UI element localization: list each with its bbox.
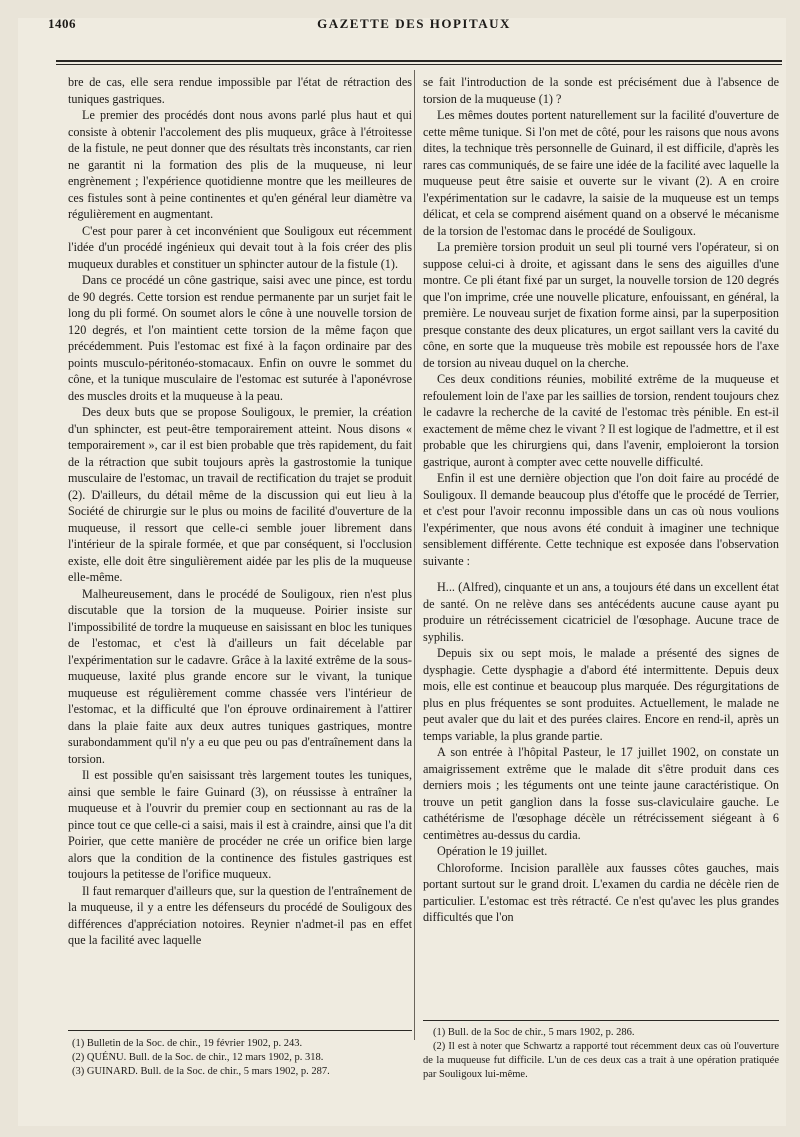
footnote: (2) Il est à noter que Schwartz a rapporté tout récemment deux cas où l'ouverture de la muqueuse fut difficile. L'un de ces deux cas a trait à une opération pratiquée par Souligoux lui-même. <box>423 1041 779 1080</box>
paragraph: Des deux buts que se propose Souligoux, le premier, la création d'un sphincter, est peut-être temporairement atteint. Nous disons « temporairement », car il est bien probable que très rapidement, du fait de la rétraction que subit toujours après la gastrostomie la tunique musculaire de l'estomac, un travail de rectification du trajet se produit (2). D'ailleurs, du détail même de la discussion qui eut lieu à la Société de chirurgie sur le plus ou moins de facilité d'ouverture de la muqueuse, il ressort que celle-ci semble jouer librement dans l'intérieur de la spirale formée, et que par conséquent, si l'occlusion existe, elle doit être singulièrement aidée par les plis de la muqueuse elle-même. <box>68 405 412 584</box>
right-column <box>423 74 779 926</box>
footnote-rule <box>68 1030 412 1031</box>
footnote: (3) GUINARD. Bull. de la Soc. de chir., 5 mars 1902, p. 287. <box>72 1066 330 1077</box>
footnote: (1) Bulletin de la Soc. de chir., 19 février 1902, p. 243. <box>72 1038 303 1049</box>
observation-paragraph: Depuis six ou sept mois, le malade a présenté des signes de dysphagie. Cette dysphagie a d'abord été intermittente. Depuis deux mois, elle est continue et beaucoup plus marquée. Des régurgitations de plus en plus fréquentes se sont produites. Actuellement, le malade ne peut avaler que du lait et des purées claires. Encore en rend-il, après un temps variable, la plus grande partie. <box>423 646 779 743</box>
observation-paragraph: A son entrée à l'hôpital Pasteur, le 17 juillet 1902, on constate un amaigrissement extrême que le malade dit s'être produit dans ces derniers mois ; les téguments ont une teinte jaune caractéristique. On trouve un petit ganglion dans la fosse sus-claviculaire gauche. Le cathétérisme de l'œsophage décèle un rétrécissement siégeant à 6 centimètres au-dessus du cardia. <box>423 745 779 842</box>
footnote: (2) QUÉNU. Bull. de la Soc. de chir., 12 mars 1902, p. 318. <box>72 1052 324 1063</box>
observation-paragraph: Opération le 19 juillet. <box>437 844 548 858</box>
journal-title: GAZETTE DES HOPITAUX <box>317 16 511 31</box>
paragraph: Il est possible qu'en saisissant très largement toutes les tuniques, ainsi que semble le faire Guinard (3), on réussisse à entraîner la muqueuse et à l'ouvrir du premier coup en sectionnant au ras de la pince tout ce que celle-ci a saisi, mais il est à craindre, ainsi que l'a dit Poirier, que cette manière de procéder ne crée un orifice bien large alors que la condition de la continence des fistules gastriques est toujours la petitesse de l'orifice muqueux. <box>68 768 412 881</box>
footnotes-left <box>72 1037 412 1079</box>
paragraph: La première torsion produit un seul pli tourné vers l'opérateur, si on suppose celui-ci à droite, et agissant dans le sens des aiguilles d'une montre. Ce pli étant fixé par un surget, la nouvelle torsion de 120 degrés que l'on imprime, crée une nouvelle plicature, enfouissant, en général, la première. Le nouveau surjet de fixation forme ainsi, par la superposition presque constante des deux plicatures, un ergot saillant vers la cavité du cône, en sorte que la muqueuse très mobile est repoussée hors de l'axe de torsion au niveau duquel on la cherche. <box>423 240 779 370</box>
left-column <box>68 74 412 949</box>
column-divider <box>414 70 415 1040</box>
paragraph: Le premier des procédés dont nous avons parlé plus haut et qui consiste à obtenir l'accolement des plis muqueux, grâce à l'étroitesse de la fistule, ne peut donner que des résultats très inconstants, car rien ne garantit ni la formation des plis de la muqueuse, ni leur engrènement ; l'expérience quotidienne montre que les meilleures de ces fistules sont à peine continentes et qu'en général leur diamètre va régulièrement en augmentant. <box>68 108 412 221</box>
observation-paragraph: Chloroforme. Incision parallèle aux fausses côtes gauches, mais portant surtout sur le grand droit. L'examen du cardia ne décèle rien de particulier. L'estomac est très rétracté. Ce n'est qu'avec les plus grandes difficultés que l'on <box>423 860 779 924</box>
page-number: 1406 <box>48 16 76 31</box>
paragraph: Malheureusement, dans le procédé de Souligoux, rien n'est plus discutable que la torsion de la muqueuse. Poirier insiste sur l'impossibilité de tordre la muqueuse en saisissant en bloc les tuniques de l'estomac, et c'est là d'ailleurs un fait décelable par l'expérimentation sur le cadavre. Grâce à la laxité extrême de la sous-muqueuse, laxité plus grande encore sur le vivant, la tunique muqueuse est régulièrement comme chassée vers l'intérieur de l'estomac, et la difficulté que l'on éprouve ordinairement à l'attirer dans la plaie faite aux deux autres tuniques gastriques, montre surabondamment qu'il n'y a eu que peu ou pas d'entraînement dans la torsion. <box>68 586 412 766</box>
header-rule <box>56 60 782 65</box>
footnotes-right <box>423 1026 779 1082</box>
paragraph: Les mêmes doutes portent naturellement sur la facilité d'ouverture de cette même tunique. Si l'on met de côté, pour les raisons que nous avons dites, la technique très personnelle de Guinard, il est difficile, d'après les rares cas communiqués, de se faire une idée de la facilité avec laquelle la muqueuse peut être saisie et ouverte sur le vivant (2). A en croire l'expérimentation sur le cadavre, la saisie de la muqueuse est un temps délicat, et cela se comprend aisément quand on a observé le mécanisme de la torsion de l'estomac dans le procédé de Souligoux. <box>423 108 779 238</box>
paragraph: C'est pour parer à cet inconvénient que Souligoux eut récemment l'idée d'un procédé ingénieux qui devait tout à la fois créer des plis muqueux durables et constituer un sphincter autour de la fistule (1). <box>68 223 412 271</box>
paragraph: bre de cas, elle sera rendue impossible par l'état de rétraction des tuniques gastriques. <box>68 75 412 106</box>
page-header <box>48 16 780 40</box>
paragraph: Dans ce procédé un cône gastrique, saisi avec une pince, est tordu de 90 degrés. Cette torsion est rendue permanente par un surjet fait le long du pli formé. On soumet alors le cône à une nouvelle torsion de 120 degrés, et l'on maintient cette torsion de la même façon que précédemment. Puis l'estomac est fixé à la façon ordinaire par des points musculo-péritonéo-stomacaux. Enfin on ouvre le sommet du cône, et la tunique musculaire de l'estomac est suturée à l'aponévrose des muscles droits et la muqueuse à la peau. <box>68 273 412 403</box>
footnote: (1) Bull. de la Soc de chir., 5 mars 1902, p. 286. <box>433 1027 635 1038</box>
paragraph: Ces deux conditions réunies, mobilité extrême de la muqueuse et refoulement loin de l'axe par les saillies de torsion, rendent toujours chez le cadavre la recherche de la cavité de l'estomac très pénible. En est-il exactement de même chez le vivant ? Il est logique de l'admettre, et il est probable que les chirurgiens qui, dans l'avenir, emploieront la torsion gastrique, auront à compter avec cette nouvelle difficulté. <box>423 372 779 469</box>
paragraph: Il faut remarquer d'ailleurs que, sur la question de l'entraînement de la muqueuse, il y a entre les défenseurs du procédé de Souligoux des différences d'appréciation notoires. Reynier n'admet-il pas en effet que la facilité avec laquelle <box>68 883 412 947</box>
paragraph: se fait l'introduction de la sonde est précisément due à l'absence de torsion de la muqueuse (1) ? <box>423 75 779 106</box>
observation-paragraph: H... (Alfred), cinquante et un ans, a toujours été dans un excellent état de santé. On ne relève dans ses antécédents aucune cause ayant pu produire un rétrécissement cicatriciel de l'œsophage. Aucune trace de syphilis. <box>423 580 779 644</box>
footnote-rule <box>423 1020 779 1021</box>
paragraph: Enfin il est une dernière objection que l'on doit faire au procédé de Souligoux. Il demande beaucoup plus d'étoffe que le procédé de Terrier, et c'est pour l'avoir reconnu impossible dans un cas où nous voulions l'expérimenter, que nous avons été conduit à imaginer une technique sensiblement différente. Cette technique est exposée dans l'observation suivante : <box>423 471 779 568</box>
